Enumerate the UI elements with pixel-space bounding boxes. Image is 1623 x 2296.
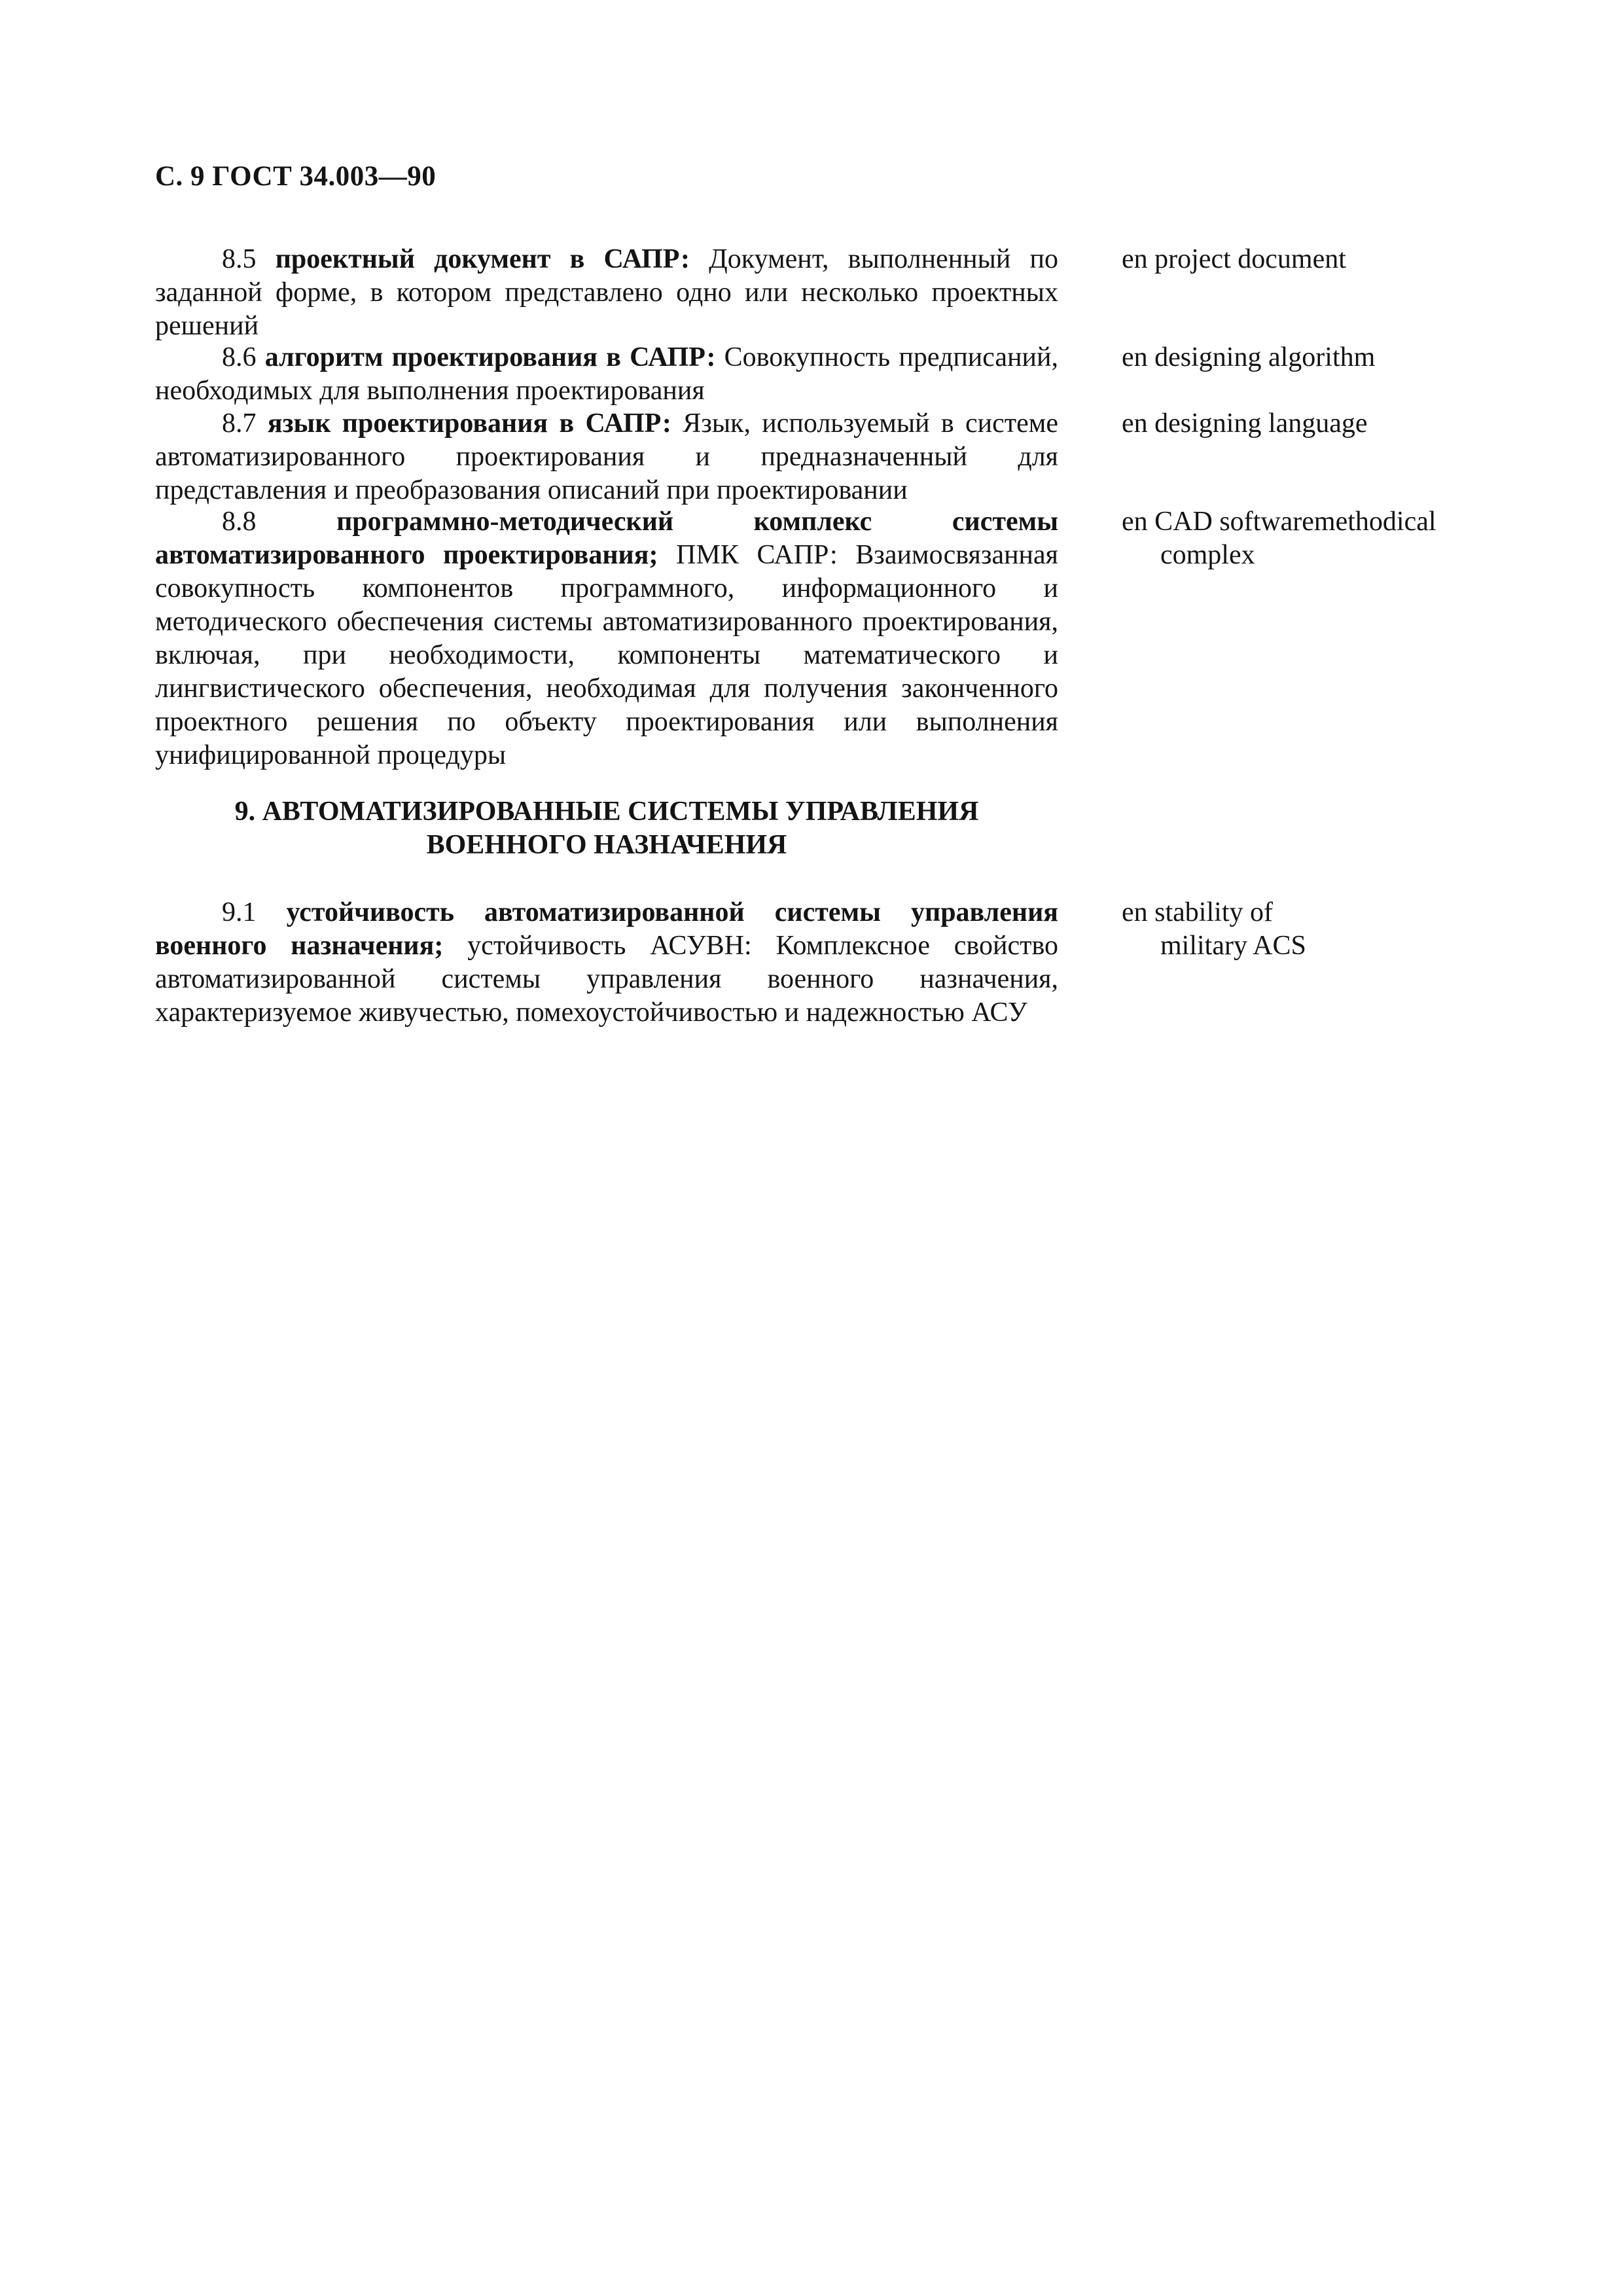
- section-title-line-2: ВОЕННОГО НАЗНАЧЕНИЯ: [426, 830, 787, 860]
- term-name: устойчивость автоматизированной системы управления военного назначения;: [155, 897, 1059, 961]
- section-title: [155, 795, 1058, 862]
- english-term: stability of: [1154, 897, 1273, 927]
- english-equivalent: [1122, 407, 1488, 440]
- term-definition: [155, 505, 1058, 772]
- term-name: язык проектирования в САПР:: [267, 408, 671, 439]
- term-number: 8.5: [222, 244, 257, 274]
- term-text: ПМК САПР: Взаимосвязанная совокупность компонентов программного, информационного и методического обеспечения системы автоматизированного проектирования, включая, при необходимости, компоненты математического и лингвистического обеспечения, необходимая для получения законченного проектного решения по объекту проектирования или выполнения унифицированной процедуры: [155, 540, 1058, 770]
- language-code: en: [1122, 408, 1148, 439]
- english-term: designing algorithm: [1154, 342, 1376, 372]
- language-code: en: [1122, 507, 1148, 537]
- english-equivalent: [1122, 341, 1488, 374]
- english-term: CAD softwaremethodical: [1154, 507, 1436, 537]
- term-definition: [155, 407, 1058, 507]
- term-text: устойчивость АСУВН: Комплексное свойство автоматизированной системы управления военного назначения, характеризуемое живучестью, помехоустойчивостью и надежностью АСУ: [155, 931, 1058, 1028]
- english-equivalent: [1122, 243, 1488, 276]
- term-number: 8.8: [222, 507, 257, 537]
- english-equivalent: [1122, 505, 1488, 572]
- language-code: en: [1122, 897, 1148, 927]
- term-definition: [155, 243, 1058, 343]
- english-term: designing language: [1154, 408, 1368, 439]
- term-definition: [155, 341, 1058, 408]
- term-text: Документ, выполненный по заданной форме, в котором представлено одно или несколько проектных решений: [155, 244, 1059, 341]
- term-text: Совокупность предписаний, необходимых для выполнения проектирования: [155, 342, 1058, 406]
- english-term: project document: [1154, 244, 1346, 274]
- language-code: en: [1122, 342, 1148, 372]
- term-name: алгоритм проектирования в САПР:: [264, 342, 716, 372]
- english-equivalent: [1122, 896, 1488, 963]
- term-number: 8.6: [222, 342, 257, 372]
- term-name: проектный документ в САПР:: [275, 244, 690, 274]
- term-number: 8.7: [222, 408, 257, 439]
- term-definition: [155, 896, 1058, 1030]
- english-term-continuation: complex: [1160, 540, 1255, 570]
- page-header: С. 9 ГОСТ 34.003—90: [155, 161, 437, 192]
- term-number: 9.1: [222, 897, 257, 927]
- language-code: en: [1122, 244, 1148, 274]
- term-name: программно-методический комплекс системы автоматизированного проектирования;: [155, 507, 1059, 570]
- section-title-line-1: 9. АВТОМАТИЗИРОВАННЫЕ СИСТЕМЫ УПРАВЛЕНИЯ: [234, 797, 979, 827]
- english-term-continuation: military ACS: [1160, 931, 1306, 961]
- term-text: Язык, используемый в системе автоматизированного проектирования и предназначенный для представления и преобразования описаний при проектировании: [155, 408, 1058, 505]
